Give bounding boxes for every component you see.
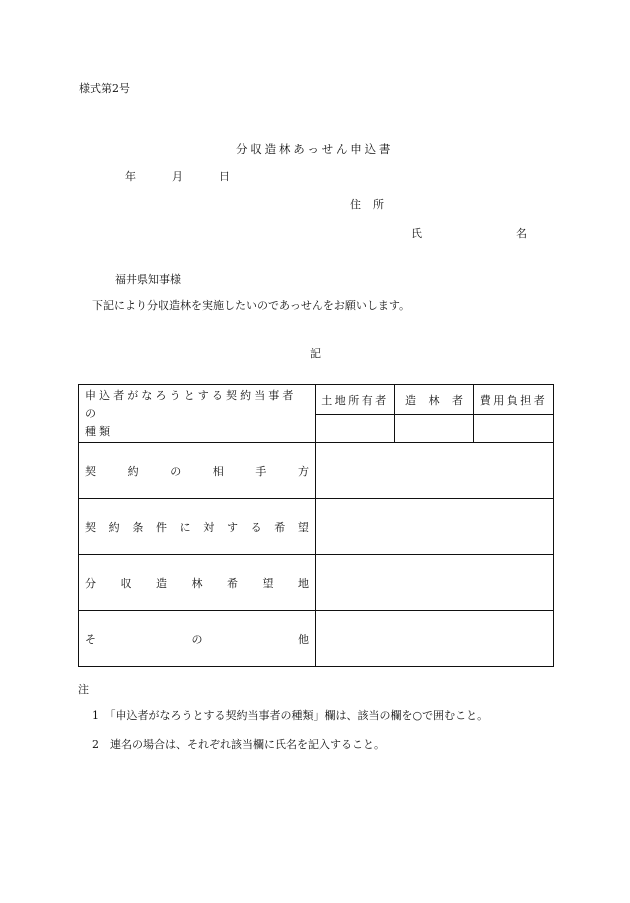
- application-table: [78, 384, 554, 667]
- row-label-counterparty-text: 契 約 の 相 手 方: [85, 464, 309, 478]
- date-year-label: 年: [125, 170, 136, 183]
- row-label-conditions-text: 契 約 条 件 に 対 す る 希 望: [85, 520, 309, 534]
- row-value-other[interactable]: [316, 611, 554, 667]
- note-item-1: 1 「申込者がなろうとする契約当事者の種類」欄は、該当の欄を○で囲むこと。: [92, 709, 489, 722]
- row-label-site: [79, 555, 316, 611]
- name-label-first: 氏: [411, 227, 422, 240]
- intro-text: 下記により分収造林を実施したいのであっせんをお願いします。: [92, 299, 411, 312]
- row-value-site[interactable]: [316, 555, 554, 611]
- party-type-header-line2: 種類: [85, 424, 114, 438]
- type-planter-label: [395, 385, 474, 415]
- row-label-counterparty: [79, 443, 316, 499]
- date-month-label: 月: [172, 170, 183, 183]
- notes-heading: 注: [78, 683, 89, 696]
- type-planter-cell[interactable]: [395, 415, 474, 443]
- note-item-2: 2 連名の場合は、それぞれ該当欄に氏名を記入すること。: [92, 738, 385, 751]
- row-label-conditions: [79, 499, 316, 555]
- type-cost-bearer-label: 費用負担者: [474, 385, 554, 415]
- page-title: 分収造林あっせん申込書: [236, 142, 394, 156]
- ki-heading: 記: [310, 347, 321, 360]
- name-label-second: 名: [516, 227, 527, 240]
- row-label-site-text: 分 収 造 林 希 望 地: [85, 576, 309, 590]
- party-type-header-line1: 申込者がなろうとする契約当事者の: [85, 388, 297, 420]
- type-landowner-cell[interactable]: [316, 415, 395, 443]
- row-value-conditions[interactable]: [316, 499, 554, 555]
- type-landowner-label: 土地所有者: [316, 385, 395, 415]
- type-planter-text: 造 林 者: [405, 393, 463, 407]
- date-day-label: 日: [219, 170, 230, 183]
- form-number: 様式第2号: [79, 82, 130, 95]
- address-label: 住所: [350, 198, 396, 211]
- type-cost-bearer-cell[interactable]: [474, 415, 554, 443]
- row-value-counterparty[interactable]: [316, 443, 554, 499]
- row-label-other-text: そ の 他: [85, 632, 309, 646]
- party-type-header: [79, 385, 316, 443]
- addressee: 福井県知事様: [115, 273, 181, 286]
- row-label-other: [79, 611, 316, 667]
